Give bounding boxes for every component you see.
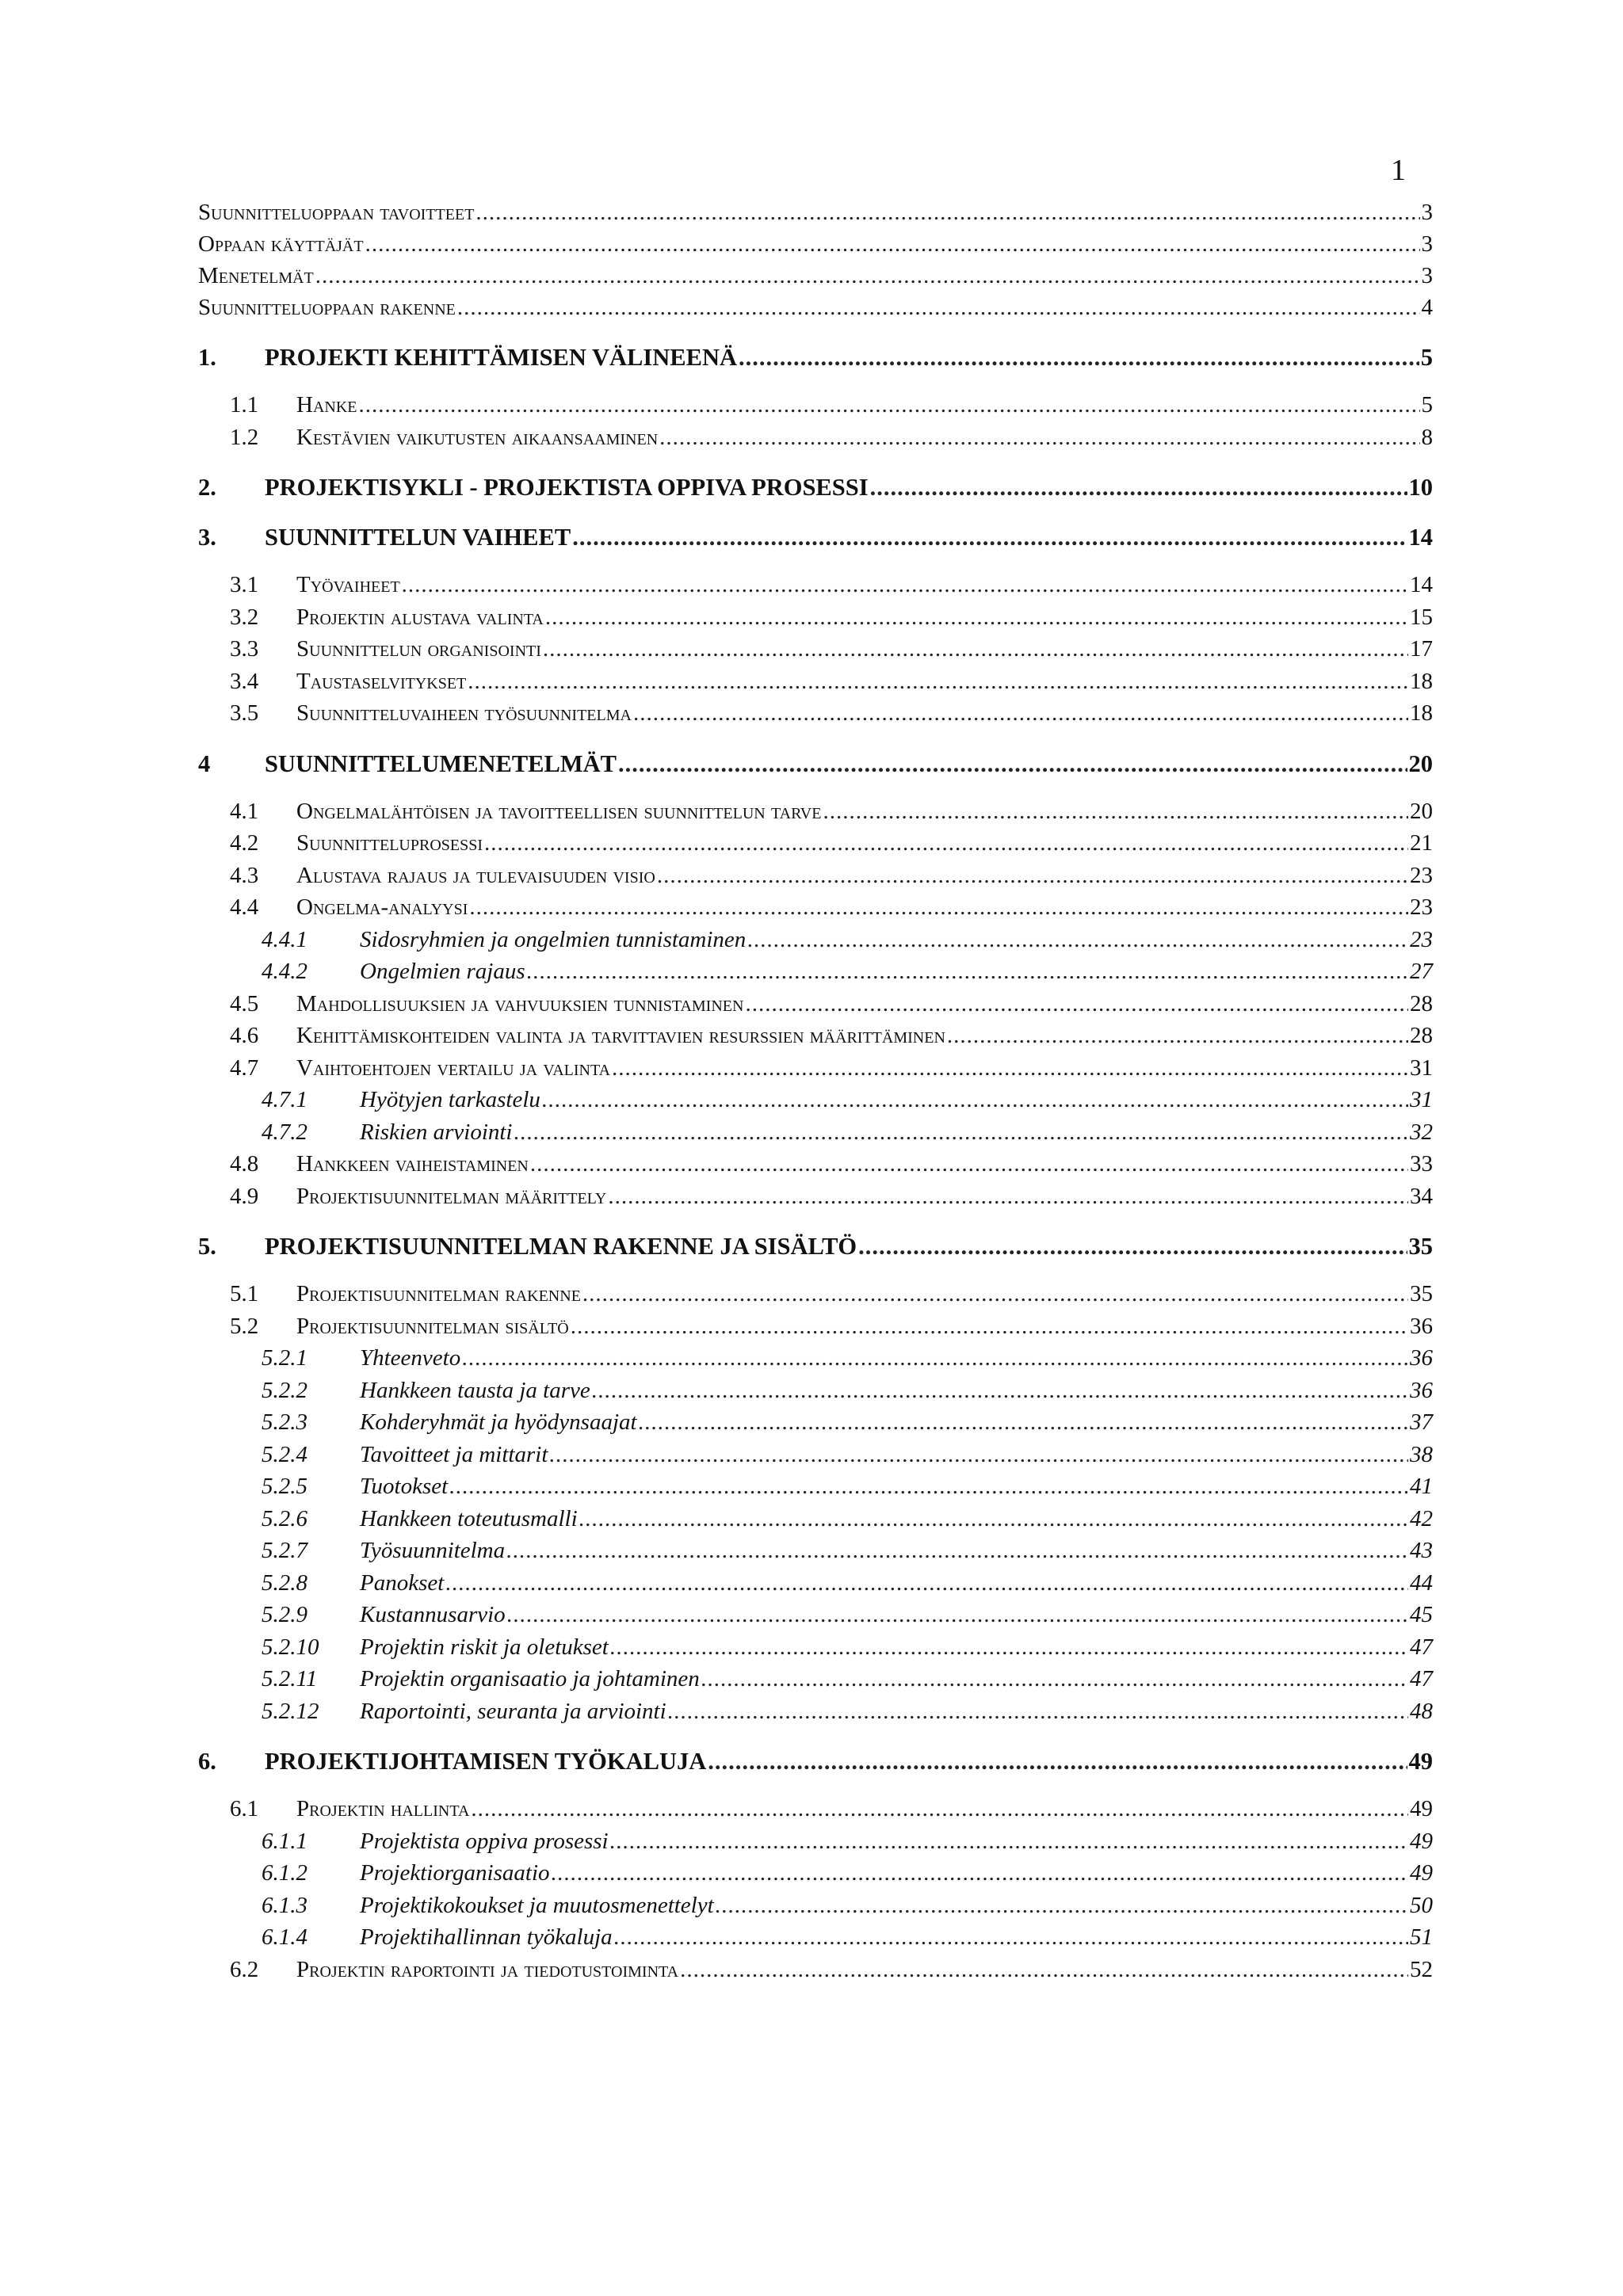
toc-entry-title: PROJEKTI KEHITTÄMISEN VÄLINEENÄ	[265, 344, 738, 371]
toc-entry-page: 33	[1410, 1151, 1433, 1177]
toc-entry-title: Hanke	[296, 392, 357, 418]
toc-entry[interactable]	[198, 1857, 1433, 1890]
dot-leader	[745, 988, 1408, 1020]
toc-entry-title: Kestävien vaikutusten aikaansaaminen	[296, 424, 659, 450]
toc-entry-title: Taustaselvitykset	[296, 668, 467, 694]
toc-entry-page: 8	[1421, 424, 1433, 450]
dot-leader	[701, 1663, 1408, 1695]
toc-entry-page: 35	[1408, 1233, 1433, 1260]
toc-entry-number: 3.3	[230, 636, 259, 662]
toc-entry[interactable]	[198, 389, 1433, 421]
dot-leader	[571, 1310, 1408, 1343]
toc-entry-title: Vaihtoehtojen vertailu ja valinta	[296, 1055, 611, 1081]
toc-entry-number: 1.1	[230, 392, 259, 418]
toc-entry-title: Suunnitteluprosessi	[296, 830, 483, 856]
toc-entry-page: 3	[1421, 200, 1433, 225]
dot-leader	[592, 1375, 1408, 1407]
toc-entry-number: 6.1.4	[262, 1924, 307, 1950]
toc-entry-title: Työsuunnitelma	[360, 1538, 506, 1563]
toc-entry[interactable]	[198, 601, 1433, 634]
dot-leader	[739, 341, 1419, 373]
dot-leader	[610, 1631, 1408, 1664]
toc-entry[interactable]	[198, 1375, 1433, 1407]
toc-entry[interactable]	[198, 421, 1433, 454]
toc-entry-title: Panokset	[360, 1569, 445, 1596]
toc-entry-title: Hyötyjen tarkastelu	[360, 1087, 540, 1112]
toc-entry-title: Tavoitteet ja mittarit	[360, 1441, 548, 1467]
toc-entry[interactable]	[198, 860, 1433, 892]
toc-entry-page: 3	[1421, 263, 1433, 288]
dot-leader	[543, 633, 1408, 666]
toc-entry-number: 4.4	[230, 894, 259, 920]
toc-entry-page: 23	[1410, 926, 1433, 952]
toc-entry-title: Sidosryhmien ja ongelmien tunnistaminen	[360, 926, 747, 952]
toc-entry[interactable]	[198, 1084, 1433, 1116]
dot-leader	[471, 1793, 1408, 1825]
dot-leader	[633, 697, 1408, 730]
toc-entry-page: 49	[1410, 1828, 1433, 1854]
toc-chapter-entry[interactable]	[198, 471, 1433, 503]
toc-entry-number: 4.7	[230, 1055, 259, 1081]
toc-entry[interactable]	[198, 891, 1433, 924]
toc-entry-page: 50	[1410, 1892, 1433, 1918]
toc-entry-page: 47	[1410, 1666, 1433, 1691]
toc-entry-number: 5.	[198, 1233, 216, 1260]
toc-entry[interactable]	[198, 1954, 1433, 1986]
toc-entry[interactable]	[198, 1310, 1433, 1343]
toc-entry[interactable]	[198, 1180, 1433, 1213]
toc-entry[interactable]	[198, 1342, 1433, 1375]
toc-entry-page: 5	[1420, 344, 1433, 371]
toc-entry-title: Projektiorganisaatio	[360, 1860, 550, 1886]
toc-entry[interactable]	[198, 697, 1433, 730]
toc-entry-page: 52	[1410, 1956, 1433, 1982]
table-of-contents	[198, 196, 1433, 1985]
toc-entry[interactable]	[198, 1890, 1433, 1922]
toc-entry-page: 49	[1410, 1796, 1433, 1821]
toc-entry-number: 5.2.11	[262, 1666, 318, 1691]
toc-entry-page: 36	[1410, 1313, 1433, 1339]
toc-entry-number: 3.5	[230, 700, 259, 726]
toc-entry-page: 45	[1410, 1602, 1433, 1627]
toc-entry-title: Hankkeen tausta ja tarve	[360, 1377, 590, 1403]
dot-leader	[542, 1084, 1408, 1116]
toc-entry-page: 5	[1421, 392, 1433, 418]
toc-entry[interactable]	[198, 666, 1433, 698]
toc-entry[interactable]	[198, 196, 1433, 228]
toc-entry-number: 5.2.10	[262, 1634, 319, 1660]
toc-chapter-entry[interactable]	[198, 341, 1433, 373]
toc-entry-title: Projektisuunnitelman määrittely	[296, 1183, 607, 1209]
toc-entry-number: 6.1.1	[262, 1828, 307, 1854]
page-number: 1	[1391, 154, 1406, 187]
toc-entry[interactable]	[198, 1052, 1433, 1085]
toc-entry[interactable]	[198, 292, 1433, 323]
toc-entry-page: 51	[1410, 1924, 1433, 1950]
toc-entry-number: 5.2.7	[262, 1538, 307, 1563]
toc-entry-number: 3.	[198, 524, 216, 551]
toc-entry-number: 5.2	[230, 1313, 259, 1339]
toc-entry[interactable]	[198, 260, 1433, 292]
toc-entry-number: 2.	[198, 474, 216, 501]
dot-leader	[402, 569, 1408, 601]
toc-entry-page: 31	[1410, 1055, 1433, 1081]
toc-entry[interactable]	[198, 1825, 1433, 1858]
toc-chapter-entry[interactable]	[198, 521, 1433, 553]
toc-entry[interactable]	[198, 1567, 1433, 1600]
toc-entry[interactable]	[198, 1020, 1433, 1052]
toc-entry[interactable]	[198, 827, 1433, 860]
dot-leader	[870, 471, 1407, 503]
toc-entry-number: 5.2.3	[262, 1409, 307, 1435]
toc-entry[interactable]	[198, 924, 1433, 956]
toc-entry-number: 4.9	[230, 1183, 259, 1209]
toc-entry-number: 4.7.2	[262, 1119, 307, 1145]
toc-entry[interactable]	[198, 1116, 1433, 1149]
toc-entry[interactable]	[198, 1535, 1433, 1567]
toc-entry[interactable]	[198, 1631, 1433, 1664]
toc-entry-title: Projektihallinnan työkaluja	[360, 1924, 613, 1950]
dot-leader	[823, 795, 1408, 828]
dot-leader	[668, 1695, 1408, 1728]
toc-entry-number: 3.1	[230, 572, 259, 597]
toc-entry-page: 42	[1410, 1505, 1433, 1531]
toc-entry-title: Kustannusarvio	[360, 1602, 506, 1627]
dot-leader	[610, 1825, 1408, 1858]
toc-entry-title: Projektin organisaatio ja johtaminen	[360, 1666, 700, 1691]
toc-entry-title: PROJEKTISYKLI - PROJEKTISTA OPPIVA PROSESSI	[265, 474, 869, 501]
toc-entry-title: Projektista oppiva prosessi	[360, 1828, 609, 1854]
dot-leader	[359, 389, 1420, 421]
toc-entry-title: Suunnitteluvaiheen työsuunnitelma	[296, 700, 632, 726]
toc-entry-title: Projektin raportointi ja tiedotustoiminta	[296, 1956, 679, 1982]
toc-entry-page: 14	[1410, 572, 1433, 597]
toc-entry-page: 28	[1410, 1023, 1433, 1048]
dot-leader	[614, 1921, 1408, 1954]
toc-entry-title: Alustava rajaus ja tulevaisuuden visio	[296, 862, 655, 888]
dot-leader	[572, 521, 1407, 553]
dot-leader	[747, 924, 1408, 956]
toc-entry-page: 21	[1410, 830, 1433, 856]
dot-leader	[507, 1599, 1408, 1631]
toc-entry-title: Mahdollisuuksien ja vahvuuksien tunnistaminen	[296, 990, 744, 1016]
dot-leader	[680, 1954, 1408, 1986]
dot-leader	[468, 666, 1408, 698]
toc-entry-number: 4.5	[230, 990, 259, 1016]
toc-entry-page: 47	[1410, 1634, 1433, 1660]
dot-leader	[858, 1230, 1407, 1262]
toc-entry-page: 36	[1410, 1345, 1433, 1371]
toc-entry[interactable]	[198, 633, 1433, 666]
toc-entry-number: 5.2.1	[262, 1345, 307, 1371]
toc-entry-title: Projektisuunnitelman sisältö	[296, 1313, 569, 1339]
toc-entry-title: Ongelmien rajaus	[360, 959, 525, 984]
toc-entry-number: 5.1	[230, 1281, 259, 1306]
toc-entry-title: Yhteenveto	[360, 1345, 461, 1371]
toc-entry-page: 20	[1410, 798, 1433, 824]
dot-leader	[608, 1180, 1408, 1213]
toc-entry-number: 5.2.4	[262, 1441, 307, 1467]
toc-entry-title: Riskien arviointi	[360, 1119, 513, 1145]
toc-entry[interactable]	[198, 955, 1433, 988]
toc-entry[interactable]	[198, 1663, 1433, 1695]
toc-entry-number: 4.4.2	[262, 959, 307, 984]
dot-leader	[579, 1503, 1408, 1535]
toc-entry-title: Projektin alustava valinta	[296, 604, 544, 630]
dot-leader	[612, 1052, 1408, 1085]
toc-entry-page: 34	[1410, 1183, 1433, 1209]
toc-entry-number: 5.2.9	[262, 1602, 307, 1627]
dot-leader	[449, 1470, 1408, 1503]
toc-entry-number: 6.1.3	[262, 1892, 307, 1918]
toc-chapter-entry[interactable]	[198, 1230, 1433, 1262]
toc-entry[interactable]	[198, 1921, 1433, 1954]
toc-entry-page: 23	[1410, 894, 1433, 920]
toc-entry-title: Raportointi, seuranta ja arviointi	[360, 1698, 666, 1724]
toc-entry[interactable]	[198, 1439, 1433, 1471]
toc-entry-number: 5.2.8	[262, 1569, 307, 1596]
toc-entry-title: Suunnitteluoppaan tavoitteet	[198, 200, 475, 225]
toc-entry-page: 27	[1410, 959, 1433, 984]
dot-leader	[582, 1278, 1408, 1310]
dot-leader	[530, 1148, 1408, 1180]
toc-entry-number: 5.2.5	[262, 1474, 307, 1499]
toc-entry-page: 35	[1410, 1281, 1433, 1306]
toc-entry-number: 6.	[198, 1748, 216, 1775]
toc-entry-title: Kohderyhmät ja hyödynsaajat	[360, 1409, 637, 1435]
dot-leader	[445, 1567, 1408, 1600]
toc-entry-title: Projektin hallinta	[296, 1796, 470, 1821]
dot-leader	[462, 1342, 1408, 1375]
toc-entry-page: 3	[1421, 231, 1433, 257]
toc-entry-title: Suunnittelun organisointi	[296, 636, 541, 662]
toc-entry-title: Projektin riskit ja oletukset	[360, 1634, 609, 1660]
toc-entry-title: SUUNNITTELUMENETELMÄT	[265, 749, 617, 777]
toc-entry[interactable]	[198, 1599, 1433, 1631]
toc-entry-number: 6.2	[230, 1956, 259, 1982]
dot-leader	[514, 1116, 1409, 1149]
dot-leader	[545, 601, 1408, 634]
toc-entry-title: Ongelmalähtöisen ja tavoitteellisen suunnittelun tarve	[296, 798, 822, 824]
toc-entry-title: PROJEKTIJOHTAMISEN TYÖKALUJA	[265, 1748, 707, 1775]
toc-entry-page: 18	[1410, 700, 1433, 726]
toc-entry[interactable]	[198, 795, 1433, 828]
toc-entry-page: 43	[1410, 1538, 1433, 1563]
dot-leader	[947, 1020, 1408, 1052]
toc-entry-number: 5.2.12	[262, 1698, 319, 1724]
toc-entry-page: 23	[1410, 862, 1433, 888]
dot-leader	[469, 891, 1408, 924]
dot-leader	[527, 955, 1408, 988]
dot-leader	[552, 1857, 1408, 1890]
toc-entry[interactable]	[198, 1470, 1433, 1503]
toc-entry-number: 6.1.2	[262, 1860, 307, 1886]
toc-entry[interactable]	[198, 1793, 1433, 1825]
toc-entry-number: 4.2	[230, 830, 259, 856]
dot-leader	[657, 860, 1408, 892]
toc-entry-page: 41	[1410, 1474, 1433, 1499]
toc-entry-page: 31	[1410, 1087, 1433, 1112]
dot-leader	[475, 196, 1419, 228]
dot-leader	[457, 292, 1420, 323]
toc-entry-title: Hankkeen vaiheistaminen	[296, 1151, 529, 1177]
toc-entry-title: Projektikokoukset ja muutosmenettelyt	[360, 1892, 714, 1918]
toc-entry-number: 1.	[198, 344, 216, 371]
toc-chapter-entry[interactable]	[198, 748, 1433, 780]
toc-entry-page: 20	[1408, 749, 1433, 777]
toc-entry-title: Projektisuunnitelman rakenne	[296, 1281, 581, 1306]
dot-leader	[484, 827, 1408, 860]
dot-leader	[506, 1535, 1408, 1567]
toc-entry-page: 14	[1408, 524, 1433, 551]
toc-entry[interactable]	[198, 1503, 1433, 1535]
toc-entry[interactable]	[198, 988, 1433, 1020]
toc-entry-number: 4.7.1	[262, 1087, 307, 1112]
toc-entry-page: 44	[1410, 1569, 1433, 1596]
toc-entry-page: 28	[1410, 990, 1433, 1016]
toc-entry-title: Kehittämiskohteiden valinta ja tarvittavien resurssien määrittäminen	[296, 1023, 945, 1048]
dot-leader	[659, 421, 1419, 454]
dot-leader	[315, 260, 1420, 292]
dot-leader	[365, 228, 1420, 260]
toc-entry-number: 4.4.1	[262, 926, 307, 952]
toc-entry-page: 36	[1410, 1377, 1433, 1403]
toc-entry-title: Menetelmät	[198, 263, 314, 288]
toc-entry-page: 32	[1410, 1119, 1433, 1145]
toc-entry-title: Suunnitteluoppaan rakenne	[198, 295, 456, 320]
toc-entry-number: 3.2	[230, 604, 259, 630]
toc-entry-page: 37	[1410, 1409, 1433, 1435]
toc-entry-number: 3.4	[230, 668, 259, 694]
toc-entry-number: 4.3	[230, 862, 259, 888]
toc-entry-title: Hankkeen toteutusmalli	[360, 1505, 578, 1531]
toc-chapter-entry[interactable]	[198, 1745, 1433, 1777]
toc-entry-page: 18	[1410, 668, 1433, 694]
toc-entry-number: 4.1	[230, 798, 259, 824]
toc-entry-title: Tuotokset	[360, 1474, 449, 1499]
toc-entry-title: Ongelma-analyysi	[296, 894, 468, 920]
toc-entry-page: 15	[1410, 604, 1433, 630]
toc-entry-page: 17	[1410, 636, 1433, 662]
toc-entry-title: Oppaan käyttäjät	[198, 231, 364, 257]
toc-entry[interactable]	[198, 1278, 1433, 1310]
toc-entry-title: PROJEKTISUUNNITELMAN RAKENNE JA SISÄLTÖ	[265, 1233, 857, 1260]
toc-entry-page: 10	[1408, 474, 1433, 501]
toc-entry[interactable]	[198, 1406, 1433, 1439]
toc-entry-number: 6.1	[230, 1796, 259, 1821]
toc-entry-page: 49	[1408, 1748, 1433, 1775]
toc-entry[interactable]	[198, 569, 1433, 601]
toc-entry-title: Työvaiheet	[296, 572, 400, 597]
toc-entry-page: 4	[1421, 295, 1433, 320]
toc-entry[interactable]	[198, 1148, 1433, 1180]
dot-leader	[639, 1406, 1408, 1439]
toc-entry-page: 48	[1410, 1698, 1433, 1724]
toc-entry-number: 4.6	[230, 1023, 259, 1048]
toc-entry-page: 38	[1410, 1441, 1433, 1467]
dot-leader	[716, 1890, 1408, 1922]
toc-entry-number: 4.8	[230, 1151, 259, 1177]
toc-entry-number: 5.2.6	[262, 1505, 307, 1531]
toc-entry[interactable]	[198, 1695, 1433, 1728]
toc-entry-number: 5.2.2	[262, 1377, 307, 1403]
toc-entry[interactable]	[198, 228, 1433, 260]
toc-entry-page: 49	[1410, 1860, 1433, 1886]
dot-leader	[549, 1439, 1408, 1471]
toc-entry-number: 1.2	[230, 424, 259, 450]
toc-entry-number: 4	[198, 749, 211, 777]
toc-entry-title: SUUNNITTELUN VAIHEET	[265, 524, 571, 551]
dot-leader	[708, 1745, 1407, 1777]
dot-leader	[618, 748, 1407, 780]
